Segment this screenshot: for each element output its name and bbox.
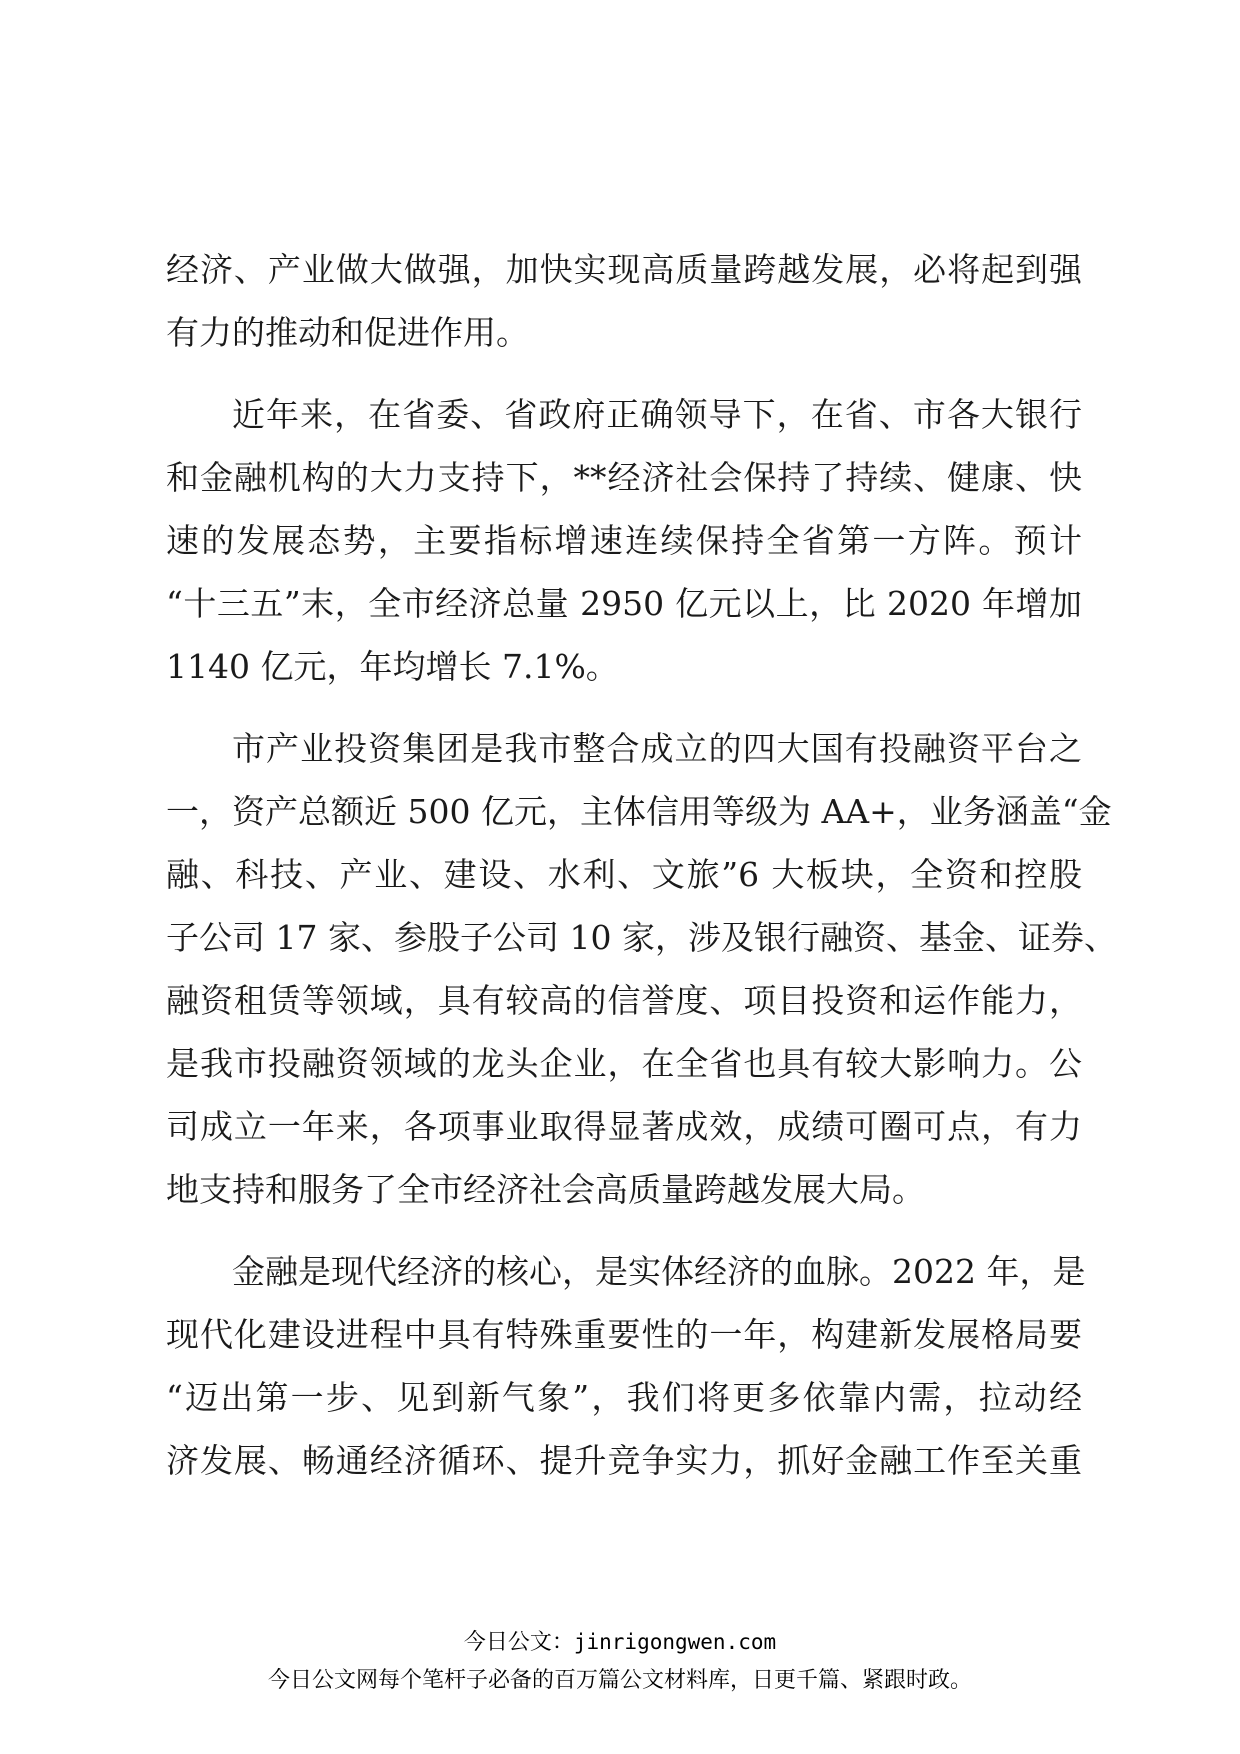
text-line: 和金融机构的大力支持下，**经济社会保持了持续、健康、快 xyxy=(166,458,1082,497)
text-line: 近年来，在省委、省政府正确领导下，在省、市各大银行 xyxy=(232,395,1082,434)
paragraph-3 xyxy=(166,717,1117,1221)
text-line: 市产业投资集团是我市整合成立的四大国有投融资平台之 xyxy=(232,729,1082,768)
text-line: 经济、产业做大做强，加快实现高质量跨越发展，必将起到强 xyxy=(166,250,1082,289)
text-line: “十三五”末，全市经济总量 2950 亿元以上，比 2020 年增加 xyxy=(166,584,1082,623)
text-line: “迈出第一步、见到新气象”，我们将更多依靠内需，拉动经 xyxy=(166,1378,1082,1417)
footer-tagline: 今日公文网每个笔杆子必备的百万篇公文材料库，日更千篇、紧跟时政。 xyxy=(267,1668,972,1693)
footer-site-link[interactable]: jinrigongwen.com xyxy=(573,1630,777,1654)
paragraph-4 xyxy=(166,1240,1086,1492)
text-line: 有力的推动和促进作用。 xyxy=(166,313,529,352)
text-line: 现代化建设进程中具有特殊重要性的一年，构建新发展格局要 xyxy=(166,1315,1082,1354)
text-line: 司成立一年来，各项事业取得显著成效，成绩可圈可点，有力 xyxy=(166,1107,1082,1146)
footer-site xyxy=(0,1627,1240,1658)
text-line: 子公司 17 家、参股子公司 10 家，涉及银行融资、基金、证券、 xyxy=(166,918,1117,957)
text-line: 融、科技、产业、建设、水利、文旅”6 大板块，全资和控股 xyxy=(166,855,1082,894)
text-line: 济发展、畅通经济循环、提升竞争实力，抓好金融工作至关重 xyxy=(166,1441,1082,1480)
text-line: 1140 亿元，年均增长 7.1%。 xyxy=(166,647,619,686)
text-line: 地支持和服务了全市经济社会高质量跨越发展大局。 xyxy=(166,1170,925,1209)
paragraph-1 xyxy=(166,238,1082,364)
text-line: 速的发展态势，主要指标增速连续保持全省第一方阵。预计 xyxy=(166,521,1082,560)
text-line: 融资租赁等领域，具有较高的信誉度、项目投资和运作能力， xyxy=(166,981,1082,1020)
text-line: 金融是现代经济的核心，是实体经济的血脉。2022 年，是 xyxy=(232,1252,1086,1291)
footer-site-label: 今日公文： xyxy=(463,1630,574,1655)
document-body xyxy=(166,238,1117,1511)
text-line: 是我市投融资领域的龙头企业，在全省也具有较大影响力。公 xyxy=(166,1044,1082,1083)
paragraph-2 xyxy=(166,383,1082,698)
text-line: 一，资产总额近 500 亿元，主体信用等级为 AA+，业务涵盖“金 xyxy=(166,792,1112,831)
